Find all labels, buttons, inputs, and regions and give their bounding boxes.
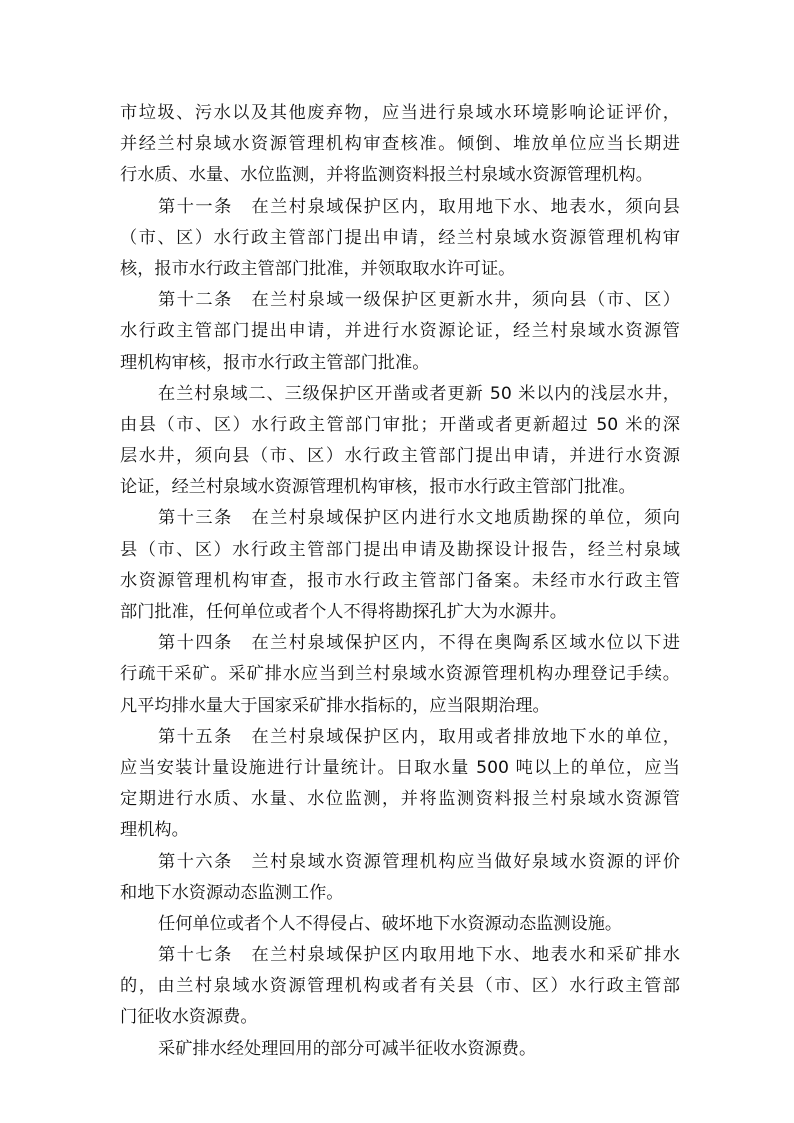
text-line: 应当安装计量设施进行计量统计。日取水量 500 吨以上的单位，应当 — [120, 757, 680, 778]
text-line: 水资源管理机构审查，报市水行政主管部门备案。未经市水行政主管 — [120, 570, 680, 591]
text-line: 第十二条 在兰村泉域一级保护区更新水井，须向县（市、区） — [158, 290, 680, 311]
text-line: 采矿排水经处理回用的部分可减半征收水资源费。 — [158, 1038, 537, 1059]
text-line: 行疏干采矿。采矿排水应当到兰村泉域水资源管理机构办理登记手续。 — [120, 664, 680, 685]
text-line: 行水质、水量、水位监测，并将监测资料报兰村泉域水资源管理机构。 — [120, 165, 653, 186]
text-line: 第十七条 在兰村泉域保护区内取用地下水、地表水和采矿排水 — [158, 945, 680, 966]
document-body — [120, 98, 680, 1065]
text-line: 和地下水资源动态监测工作。 — [120, 882, 344, 903]
text-line: 市垃圾、污水以及其他废弃物，应当进行泉域水环境影响论证评价， — [120, 103, 680, 123]
text-line: 在兰村泉域二、三级保护区开凿或者更新 50 米以内的浅层水井， — [158, 383, 680, 404]
text-line: 第十三条 在兰村泉域保护区内进行水文地质勘探的单位，须向 — [158, 508, 680, 529]
text-line: 第十六条 兰村泉域水资源管理机构应当做好泉域水资源的评价 — [158, 851, 680, 872]
text-line: 第十四条 在兰村泉域保护区内，不得在奥陶系区域水位以下进 — [158, 633, 680, 654]
text-line: 论证，经兰村泉域水资源管理机构审核，报市水行政主管部门批准。 — [120, 477, 636, 498]
text-line: 门征收水资源费。 — [120, 1007, 258, 1028]
text-line: 任何单位或者个人不得侵占、破坏地下水资源动态监测设施。 — [158, 913, 623, 934]
text-line: 层水井，须向县（市、区）水行政主管部门提出申请，并进行水资源 — [120, 446, 680, 467]
text-line: 的，由兰村泉域水资源管理机构或者有关县（市、区）水行政主管部 — [120, 976, 680, 997]
text-line: 县（市、区）水行政主管部门提出申请及勘探设计报告，经兰村泉域 — [120, 539, 680, 560]
text-line: 理机构审核，报市水行政主管部门批准。 — [120, 352, 430, 373]
text-line: 水行政主管部门提出申请，并进行水资源论证，经兰村泉域水资源管 — [120, 321, 680, 342]
text-line: 第十一条 在兰村泉域保护区内，取用地下水、地表水，须向县 — [158, 196, 680, 217]
text-line: 理机构。 — [120, 820, 189, 841]
text-line: 并经兰村泉域水资源管理机构审查核准。倾倒、堆放单位应当长期进 — [120, 134, 680, 155]
text-line: （市、区）水行政主管部门提出申请，经兰村泉域水资源管理机构审 — [120, 227, 680, 248]
text-line: 由县（市、区）水行政主管部门审批；开凿或者更新超过 50 米的深 — [120, 414, 680, 435]
text-line: 部门批准，任何单位或者个人不得将勘探孔扩大为水源井。 — [120, 602, 567, 622]
text-line: 定期进行水质、水量、水位监测，并将监测资料报兰村泉域水资源管 — [120, 789, 680, 810]
text-line: 凡平均排水量大于国家采矿排水指标的，应当限期治理。 — [120, 695, 550, 716]
text-line: 核，报市水行政主管部门批准，并领取取水许可证。 — [120, 258, 516, 279]
text-line: 第十五条 在兰村泉域保护区内，取用或者排放地下水的单位， — [158, 726, 680, 747]
